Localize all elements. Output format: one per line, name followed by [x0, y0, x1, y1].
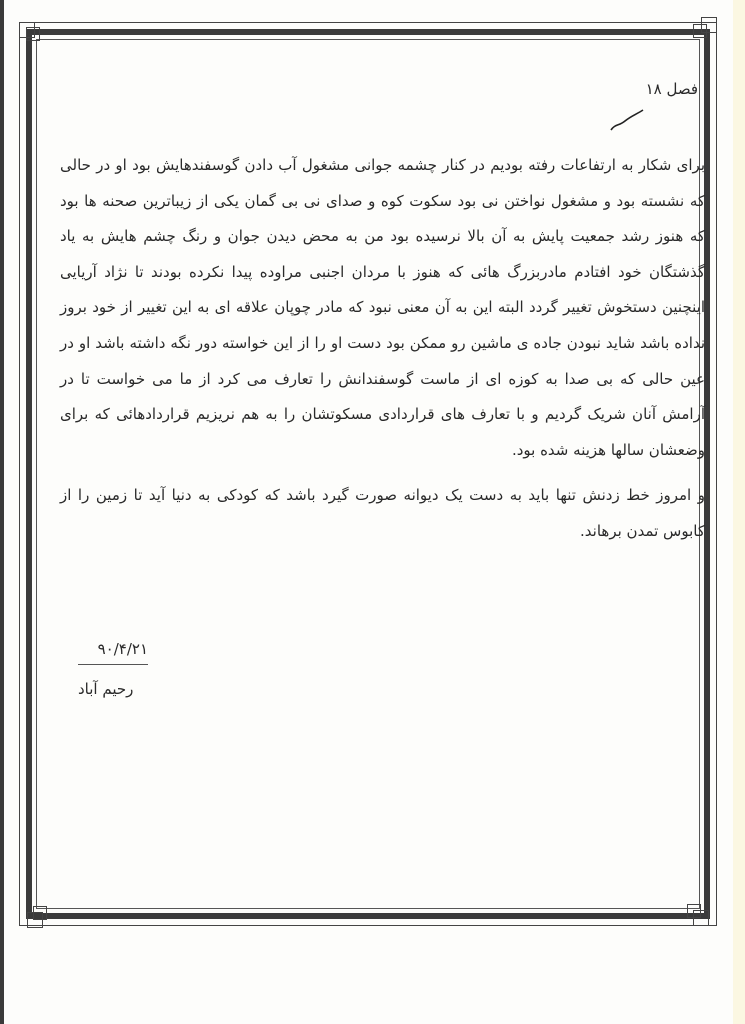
scan-edge-left [0, 0, 4, 1024]
signature-date-block [78, 640, 148, 665]
place-name: رحیم آباد [78, 680, 134, 698]
date-underline [78, 664, 148, 665]
frame-corner-ornament [687, 904, 701, 918]
date: ۹۰/۴/۲۱ [97, 640, 148, 658]
chapter-title: فصل ۱۸ [645, 80, 698, 98]
frame-corner-ornament [33, 906, 47, 920]
scan-edge-right [733, 0, 745, 1024]
paragraph: برای شکار به ارتفاعات رفته بودیم در کنار چشمه جوانی مشغول آب دادن گوسفندهایش بود او در حالی که نشسته بود و مشغول نواختن نی بود سکوت کوه و صدای نی بی گمان یکی از زیباترین صحنه ها بود که هنوز رشد جمعیت پایش به آن بالا نرسیده بود من به محض دیدن جوان و رنگ چشم هایش به یاد گذشتگان خود افتادم مادربزرگ هائی که هنوز با مردان اجنبی مراوده پیدا نکرده بودند تا نژاد آریایی اینچنین دستخوش تغییر گردد البته این به آن معنی نبود که مادر چوپان علاقه ای به این تغییر از خود بروز نداده باشد شاید نبودن جاده ی ماشین رو ممکن بود دست او را از این خواسته دور نگه داشته باشد او در عین حالی که بی صدا به کوزه ای از ماست گوسفندانش را تعارف می کرد از ما می خواست تا در آرامش آنان شریک گردیم و با تعارف های قراردادی مسکوتشان را به هم نریزیم قراردادهائی که برای وضعشان سالها هزینه شده بود. [60, 156, 705, 459]
frame-corner-ornament [26, 27, 40, 41]
paragraph: و امروز خط زدنش تنها باید به دست یک دیوانه صورت گیرد باشد که کودکی به دنیا آید تا زمین را از کابوس تمدن برهاند. [60, 486, 705, 540]
body-text [60, 148, 705, 550]
pen-stroke-icon [609, 108, 645, 132]
frame-corner-ornament [693, 24, 707, 38]
